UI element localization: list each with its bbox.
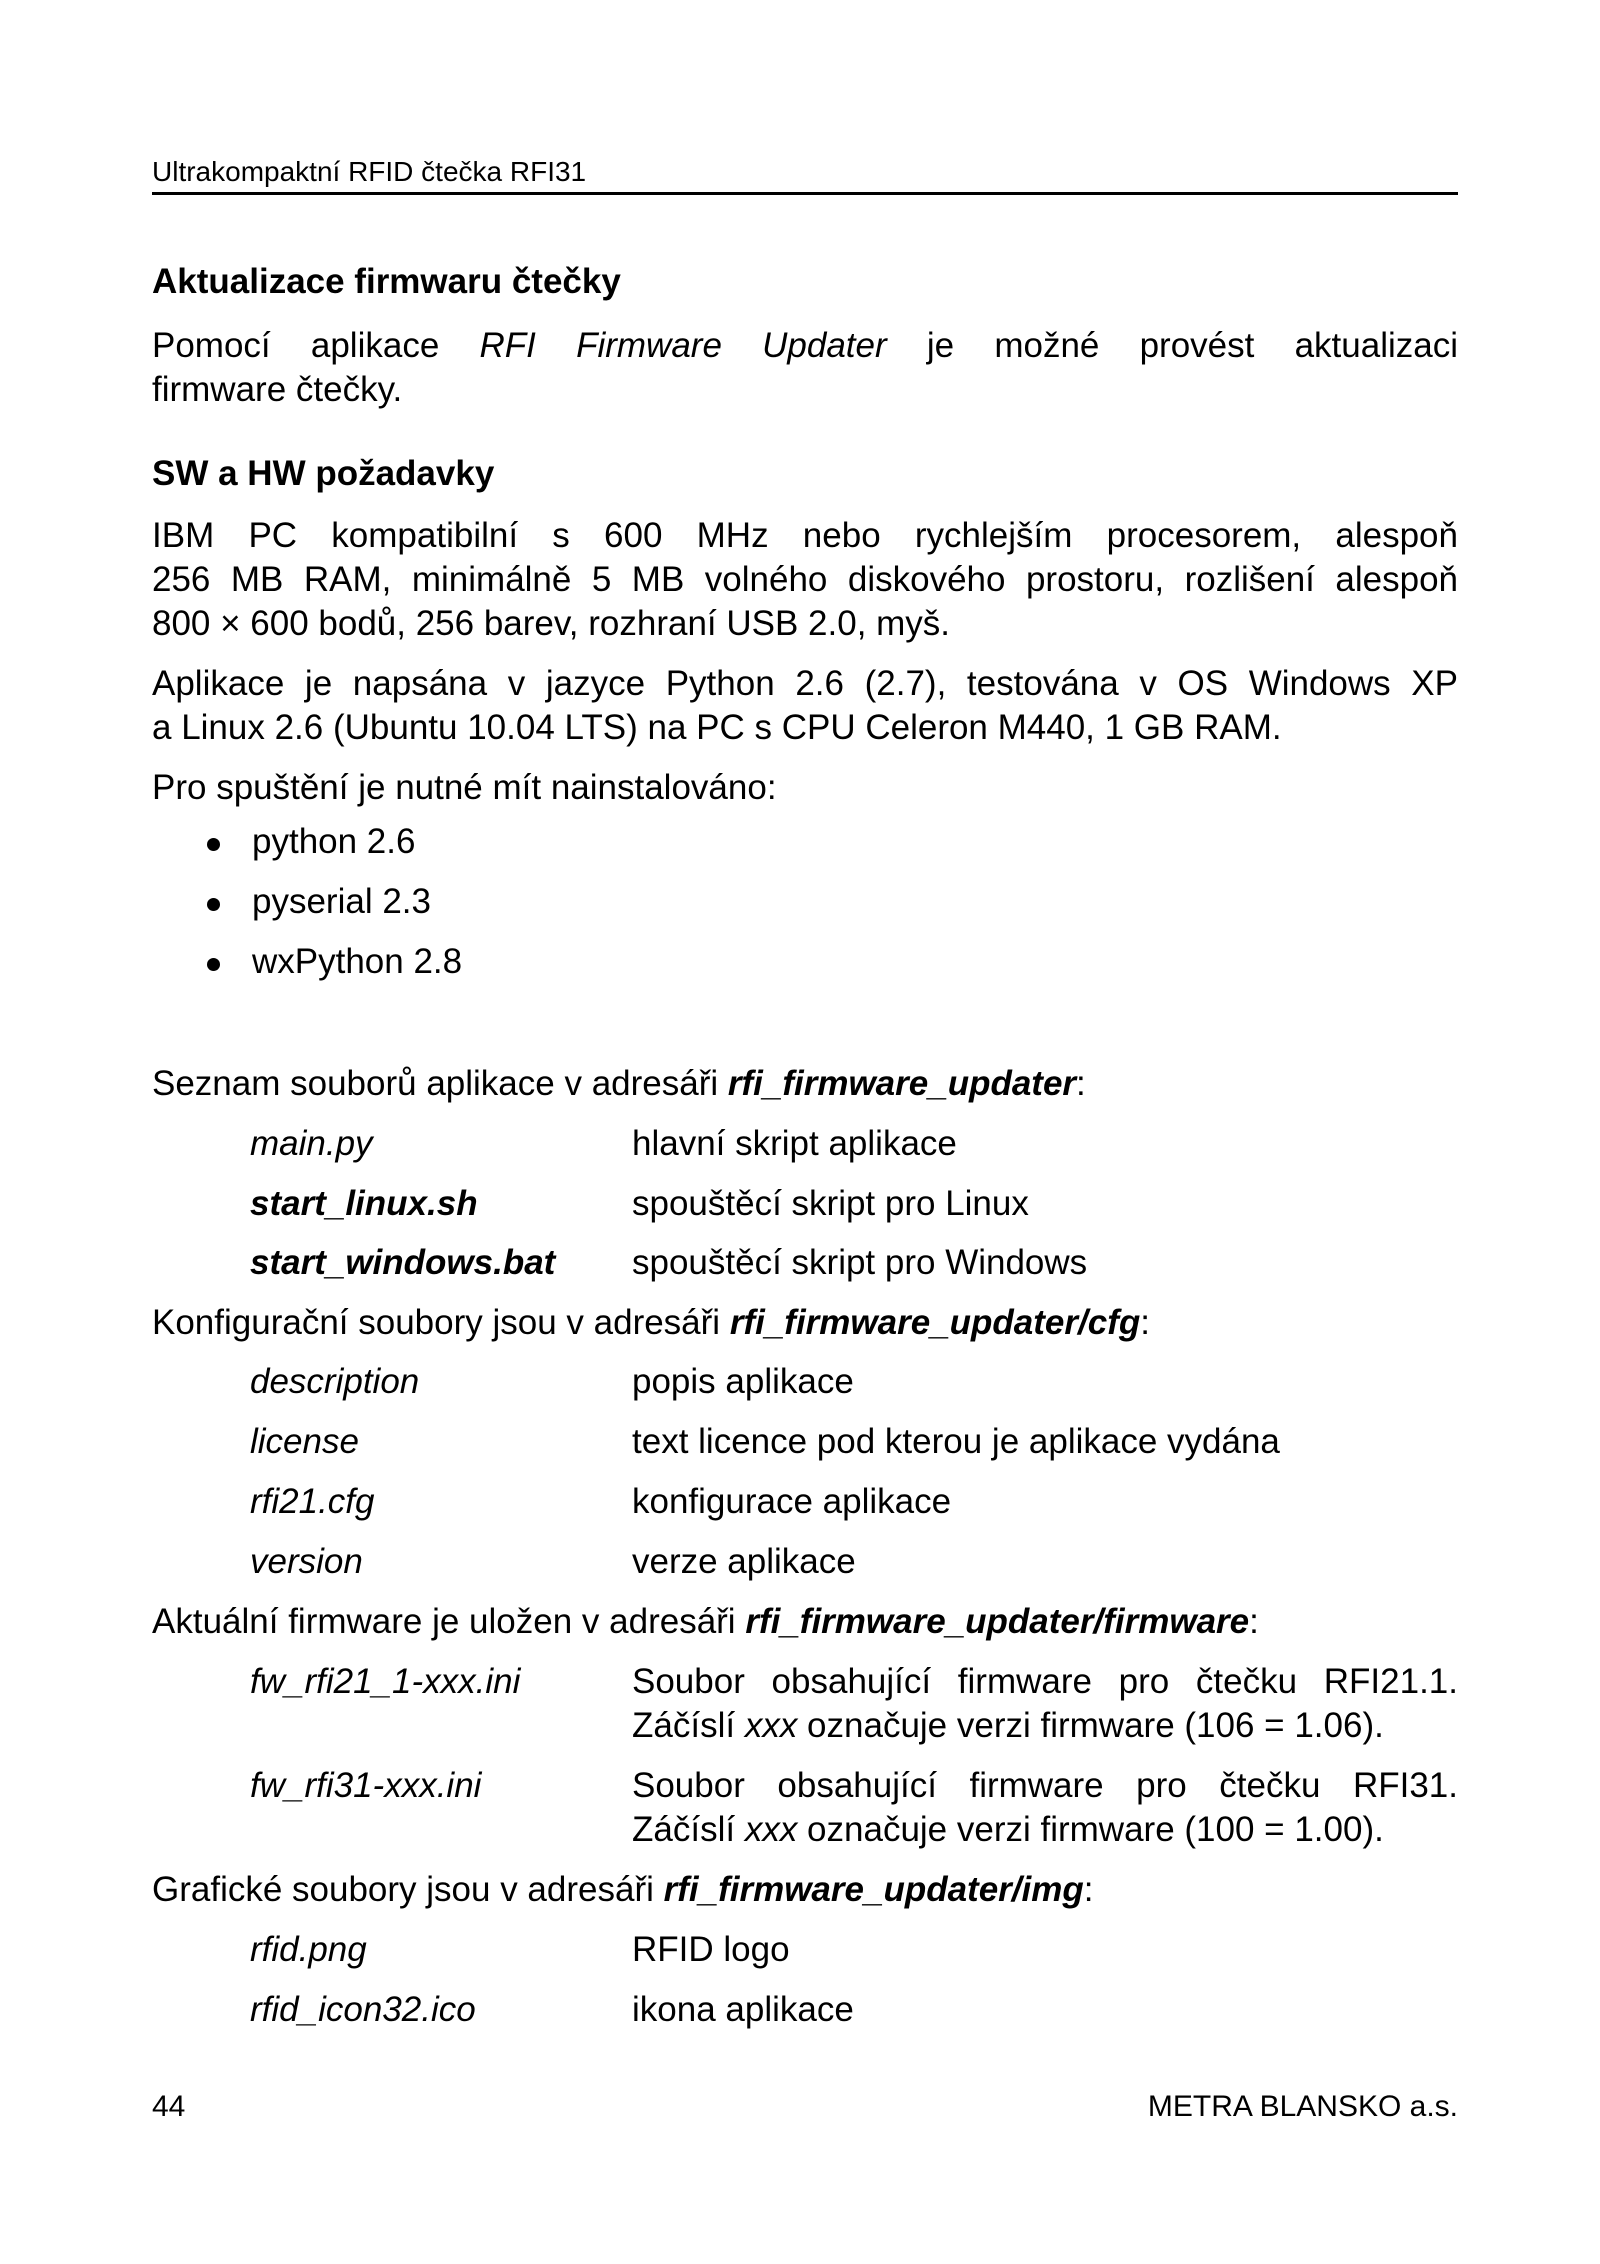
description-line: Soubor obsahující firmware pro čtečku RFI31. bbox=[632, 1766, 1458, 1805]
file-name: version bbox=[250, 1542, 363, 1581]
version-variable: xxx bbox=[744, 1810, 798, 1849]
paragraph-line: a Linux 2.6 (Ubuntu 10.04 LTS) na PC s CPU Celeron M440, 1 GB RAM. bbox=[152, 708, 1282, 747]
file-name: start_windows.bat bbox=[250, 1243, 556, 1282]
file-description: verze aplikace bbox=[632, 1542, 856, 1581]
description-line: Záčíslí xxx označuje verzi firmware (106 = 1.06). bbox=[632, 1706, 1384, 1745]
requirements-list bbox=[152, 820, 462, 1000]
file-description: text licence pod kterou je aplikace vydána bbox=[632, 1422, 1280, 1461]
hardware-requirements-paragraph bbox=[152, 514, 1458, 646]
list-item: wxPython 2.8 bbox=[152, 940, 462, 1000]
file-name: rfi21.cfg bbox=[250, 1482, 375, 1521]
file-name: fw_rfi31-xxx.ini bbox=[250, 1766, 482, 1805]
file-description: RFID logo bbox=[632, 1930, 790, 1969]
directory-name: rfi_firmware_updater/img bbox=[663, 1870, 1084, 1909]
footer-company: METRA BLANSKO a.s. bbox=[1147, 2090, 1458, 2123]
description-line: Soubor obsahující firmware pro čtečku RFI21.1. bbox=[632, 1662, 1458, 1701]
firmware-update-paragraph bbox=[152, 324, 1458, 412]
file-description bbox=[632, 1764, 1458, 1852]
paragraph-line: Pomocí aplikace RFI Firmware Updater je možné provést aktualizaci bbox=[152, 326, 1458, 365]
file-description: popis aplikace bbox=[632, 1362, 854, 1401]
list-item: pyserial 2.3 bbox=[152, 880, 462, 940]
running-header: Ultrakompaktní RFID čtečka RFI31 bbox=[152, 156, 1458, 195]
file-description: konfigurace aplikace bbox=[632, 1482, 952, 1521]
file-description: hlavní skript aplikace bbox=[632, 1124, 957, 1163]
directory-name: rfi_firmware_updater/firmware bbox=[745, 1602, 1250, 1641]
paragraph-line: 256 MB RAM, minimálně 5 MB volného diskového prostoru, rozlišení alespoň bbox=[152, 560, 1458, 599]
bullet-icon bbox=[207, 898, 220, 911]
software-requirements-paragraph bbox=[152, 662, 1458, 750]
app-name: RFI Firmware Updater bbox=[479, 326, 887, 365]
paragraph-line: IBM PC kompatibilní s 600 MHz nebo rychlejším procesorem, alespoň bbox=[152, 516, 1458, 555]
file-description: ikona aplikace bbox=[632, 1990, 854, 2029]
file-name: main.py bbox=[250, 1124, 373, 1163]
fw-files-intro: Aktuální firmware je uložen v adresáři rfi_firmware_updater/firmware: bbox=[152, 1602, 1259, 1641]
directory-name: rfi_firmware_updater/cfg bbox=[729, 1303, 1141, 1342]
file-name: description bbox=[250, 1362, 420, 1401]
app-files-intro: Seznam souborů aplikace v adresáři rfi_firmware_updater: bbox=[152, 1064, 1086, 1103]
img-files-intro: Grafické soubory jsou v adresáři rfi_firmware_updater/img: bbox=[152, 1870, 1094, 1909]
file-name: rfid_icon32.ico bbox=[250, 1990, 476, 2029]
file-description: spouštěcí skript pro Linux bbox=[632, 1184, 1029, 1223]
paragraph-line: 800 × 600 bodů, 256 barev, rozhraní USB 2.0, myš. bbox=[152, 604, 951, 643]
list-item: python 2.6 bbox=[152, 820, 462, 880]
install-requirements-intro: Pro spuštění je nutné mít nainstalováno: bbox=[152, 768, 777, 807]
bullet-icon bbox=[207, 958, 220, 971]
description-line: Záčíslí xxx označuje verzi firmware (100 = 1.00). bbox=[632, 1810, 1384, 1849]
paragraph-line: Aplikace je napsána v jazyce Python 2.6 (2.7), testována v OS Windows XP bbox=[152, 664, 1458, 703]
file-name: start_linux.sh bbox=[250, 1184, 478, 1223]
paragraph-line: firmware čtečky. bbox=[152, 370, 403, 409]
page-number: 44 bbox=[152, 2090, 186, 2123]
file-description bbox=[632, 1660, 1458, 1748]
section-heading-firmware-update: Aktualizace firmwaru čtečky bbox=[152, 262, 621, 301]
document-page bbox=[152, 0, 1458, 2264]
file-name: fw_rfi21_1-xxx.ini bbox=[250, 1662, 521, 1701]
file-name: rfid.png bbox=[250, 1930, 367, 1969]
file-description: spouštěcí skript pro Windows bbox=[632, 1243, 1088, 1282]
version-variable: xxx bbox=[744, 1706, 798, 1745]
bullet-icon bbox=[207, 838, 220, 851]
directory-name: rfi_firmware_updater bbox=[727, 1064, 1077, 1103]
cfg-files-intro: Konfigurační soubory jsou v adresáři rfi_firmware_updater/cfg: bbox=[152, 1303, 1150, 1342]
file-name: license bbox=[250, 1422, 359, 1461]
section-heading-requirements: SW a HW požadavky bbox=[152, 454, 495, 493]
